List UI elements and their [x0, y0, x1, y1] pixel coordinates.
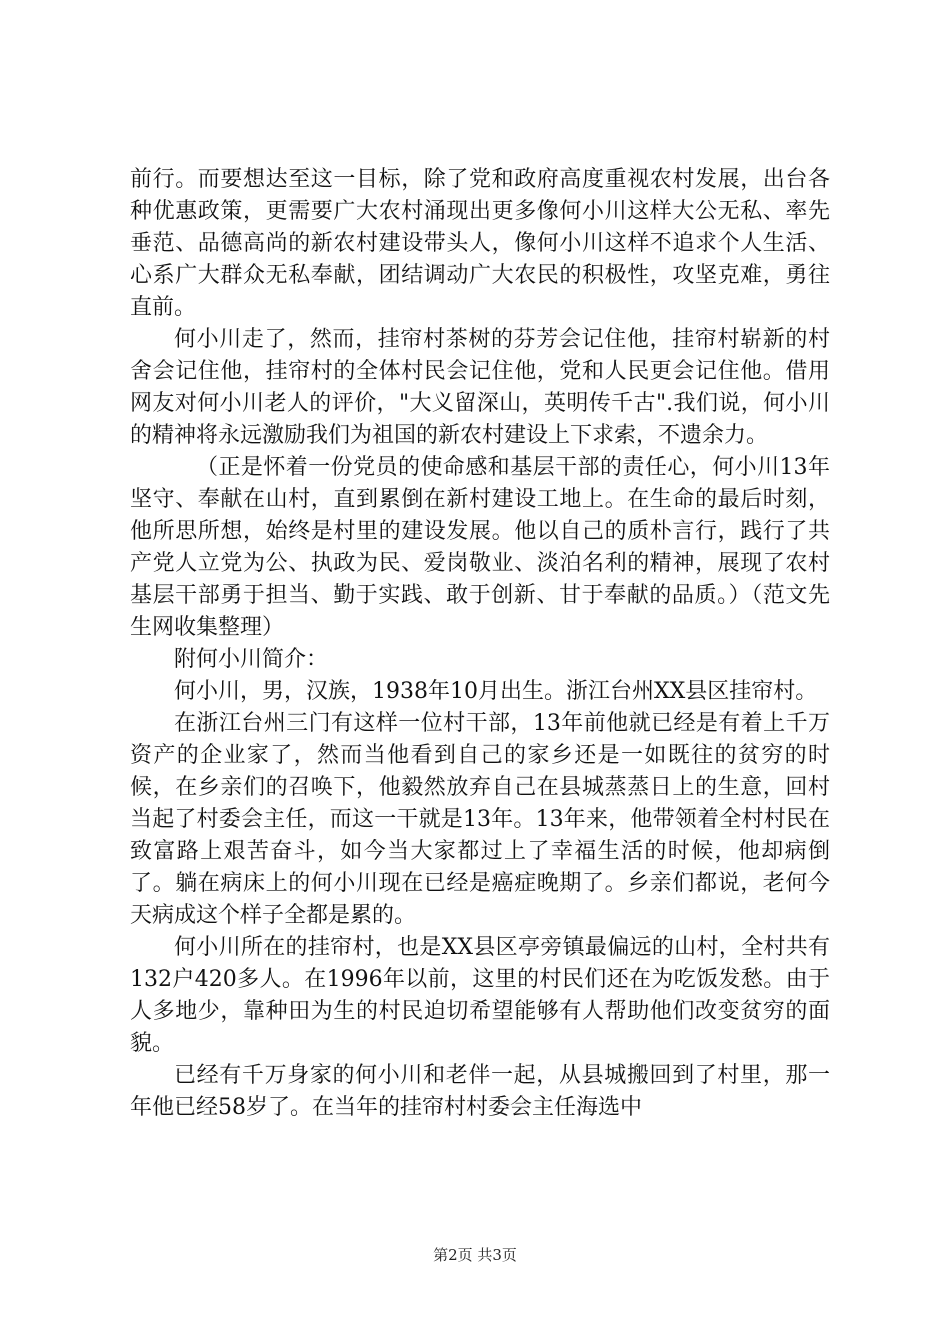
- paragraph-note: （正是怀着一份党员的使命感和基层干部的责任心，何小川13年坚守、奉献在山村，直到累倒在新村建设工地上。在生命的最后时刻，他所思所想，始终是村里的建设发展。他以自己的质朴言行，践行了共产党人立党为公、执政为民、爱岗敬业、淡泊名利的精神，展现了农村基层干部勇于担当、勤于实践、敢于创新、甘于奉献的品质。）（范文先生网收集整理）: [130, 455, 830, 640]
- paragraph-continuation: 前行。而要想达至这一目标，除了党和政府高度重视农村发展，出台各种优惠政策，更需要广大农村涌现出更多像何小川这样大公无私、率先垂范、品德高尚的新农村建设带头人，像何小川这样不追求个人生活、心系广大群众无私奉献，团结调动广大农民的积极性，攻坚克难，勇往直前。: [130, 167, 830, 320]
- paragraph-bio-story: 在浙江台州三门有这样一位村干部，13年前他就已经是有着上千万资产的企业家了，然而当他看到自己的家乡还是一如既往的贫穷的时候，在乡亲们的召唤下，他毅然放弃自己在县城蒸蒸日上的生意，回村当起了村委会主任，而这一干就是13年。13年来，他带领着全村村民在致富路上艰苦奋斗，如今当大家都过上了幸福生活的时候，他却病倒了。躺在病床上的何小川现在已经是癌症晚期了。乡亲们都说，老何今天病成这个样子全都是累的。: [130, 711, 830, 928]
- paragraph-village: 何小川所在的挂帘村，也是XX县区亭旁镇最偏远的山村，全村共有132户420多人。在1996年以前，这里的村民们还在为吃饭发愁。由于人多地少，靠种田为生的村民迫切希望能够有人帮助他们改变贫穷的面貌。: [130, 935, 830, 1056]
- page-number-footer: 第2页 共3页: [433, 1246, 517, 1264]
- paragraph-bio-basic: 何小川，男，汉族，1938年10月出生。浙江台州XX县区挂帘村。: [174, 679, 818, 704]
- paragraph-return: 已经有千万身家的何小川和老伴一起，从县城搬回到了村里，那一年他已经58岁了。在当年的挂帘村村委会主任海选中: [130, 1063, 830, 1120]
- document-body: [130, 164, 830, 1124]
- paragraph-bio-heading: 附何小川简介：: [174, 647, 329, 672]
- paragraph-memorial: 何小川走了，然而，挂帘村茶树的芬芳会记住他，挂帘村崭新的村舍会记住他，挂帘村的全体村民会记住他，党和人民更会记住他。借用网友对何小川老人的评价，"大义留深山，英明传千古".我们说，何小川的精神将永远激励我们为祖国的新农村建设上下求索，不遗余力。: [130, 327, 830, 448]
